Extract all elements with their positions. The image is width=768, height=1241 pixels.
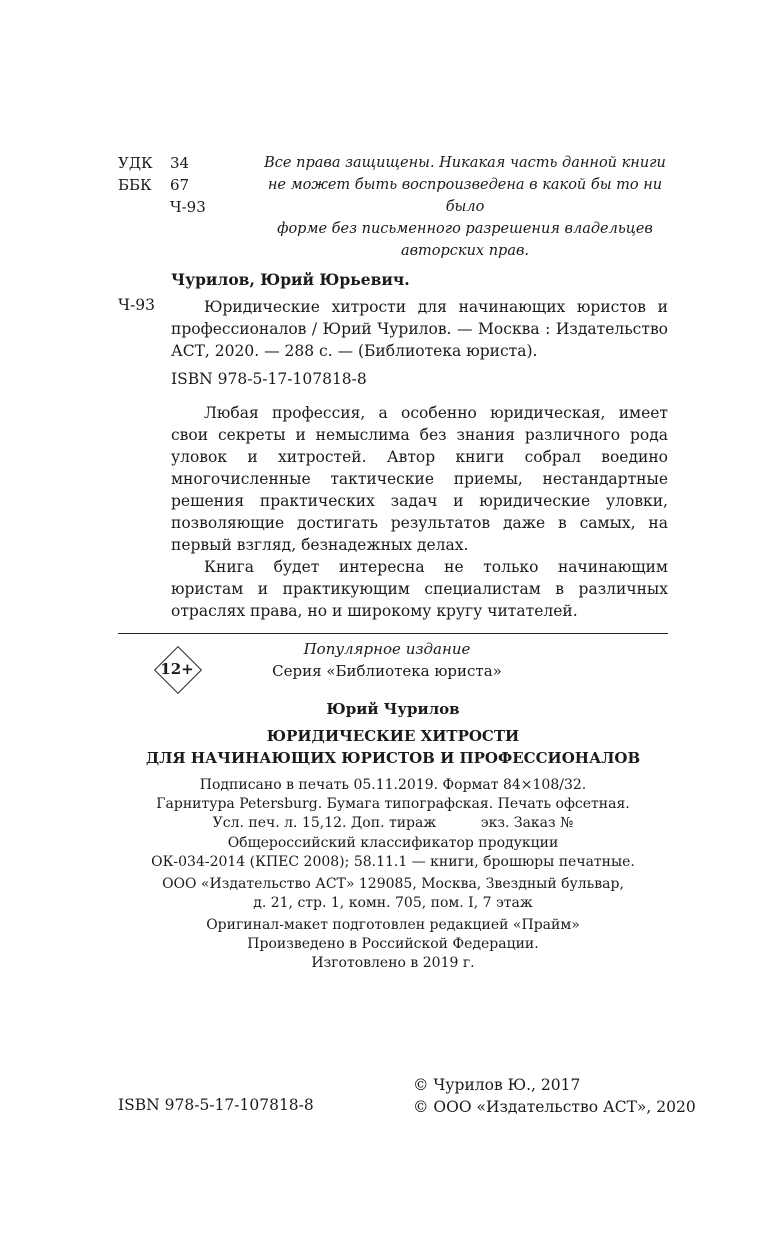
production-line: Произведено в Российской Федерации.: [247, 936, 539, 952]
classifier-line: Общероссийский классификатор продукции: [227, 835, 559, 851]
classifier-line: ОК-034-2014 (КПЕС 2008); 58.11.1 — книги, брошюры печатные.: [151, 854, 635, 870]
book-author: Юрий Чурилов: [326, 700, 460, 718]
edition-type: Популярное издание: [303, 640, 471, 658]
production-info: [0, 916, 768, 973]
author-heading: Чурилов, Юрий Юрьевич.: [171, 270, 410, 289]
bibliographic-mark: Ч-93: [118, 296, 155, 314]
rights-line: авторских прав.: [400, 243, 530, 259]
bbk-label: ББК: [118, 176, 152, 194]
book-title-line: ДЛЯ НАЧИНАЮЩИХ ЮРИСТОВ И ПРОФЕССИОНАЛОВ: [145, 749, 641, 767]
publisher-line: д. 21, стр. 1, комн. 705, пом. I, 7 этаж: [253, 895, 533, 911]
rights-line: форме без письменного разрешения владельцев: [277, 221, 653, 237]
annotation: [171, 402, 668, 622]
publisher-address: [0, 875, 768, 913]
udk-value: 34: [170, 154, 190, 172]
annotation-paragraph: Книга будет интересна не только начинающим юристам и практикующим специалистам в различных отраслях права, но и широкому кругу читателей.: [171, 558, 668, 620]
copyright-line: © Чурилов Ю., 2017: [413, 1076, 581, 1094]
publisher-line: ООО «Издательство АСТ» 129085, Москва, Звездный бульвар,: [162, 876, 624, 892]
bibliographic-description: Юридические хитрости для начинающих юристов и профессионалов / Юрий Чурилов. — Москва : Издательство АСТ, 2020. — 288 с. — (Библиотека юриста).: [171, 298, 668, 360]
divider-rule: [118, 633, 668, 634]
print-info-line: Гарнитура Petersburg. Бумага типографская. Печать офсетная.: [156, 796, 630, 812]
classifier-info: [0, 834, 768, 872]
isbn-bibliographic: ISBN 978-5-17-107818-8: [171, 370, 367, 388]
udk-row: [118, 152, 206, 174]
book-title: [0, 725, 768, 769]
rights-notice: [262, 152, 668, 262]
bbk-row: [118, 174, 206, 196]
author-mark: Ч-93: [170, 198, 206, 216]
annotation-paragraph: Любая профессия, а особенно юридическая, имеет свои секреты и немыслима без знания различного рода уловок и хитростей. Автор книги собрал воедино многочисленные тактические приемы, нестандартные решения практических задач и юридические уловки, позволяющие достигать результатов даже в самых, на первый взгляд, безнадежных делах.: [171, 404, 668, 554]
book-title-line: ЮРИДИЧЕСКИЕ ХИТРОСТИ: [266, 727, 520, 745]
copyright-line: © ООО «Издательство АСТ», 2020: [413, 1098, 696, 1116]
age-rating-badge: [154, 646, 200, 692]
age-rating-text: 12+: [160, 660, 194, 678]
production-line: Изготовлено в 2019 г.: [311, 955, 475, 971]
print-info-line: Усл. печ. л. 15,12. Доп. тираж экз. Заказ №: [212, 815, 574, 831]
print-info-line: Подписано в печать 05.11.2019. Формат 84×108/32.: [199, 777, 587, 793]
series-name: Серия «Библиотека юриста»: [272, 662, 502, 680]
print-info: [0, 776, 768, 833]
isbn-footer: ISBN 978-5-17-107818-8: [118, 1096, 314, 1114]
classification-block: [118, 152, 206, 218]
production-line: Оригинал-макет подготовлен редакцией «Прайм»: [206, 917, 580, 933]
copyright-block: [413, 1074, 696, 1118]
rights-line: Все права защищены. Никакая часть данной книги: [264, 155, 666, 171]
udk-label: УДК: [118, 154, 153, 172]
rights-line: не может быть воспроизведена в какой бы то ни было: [267, 177, 663, 215]
bbk-value: 67: [170, 176, 190, 194]
